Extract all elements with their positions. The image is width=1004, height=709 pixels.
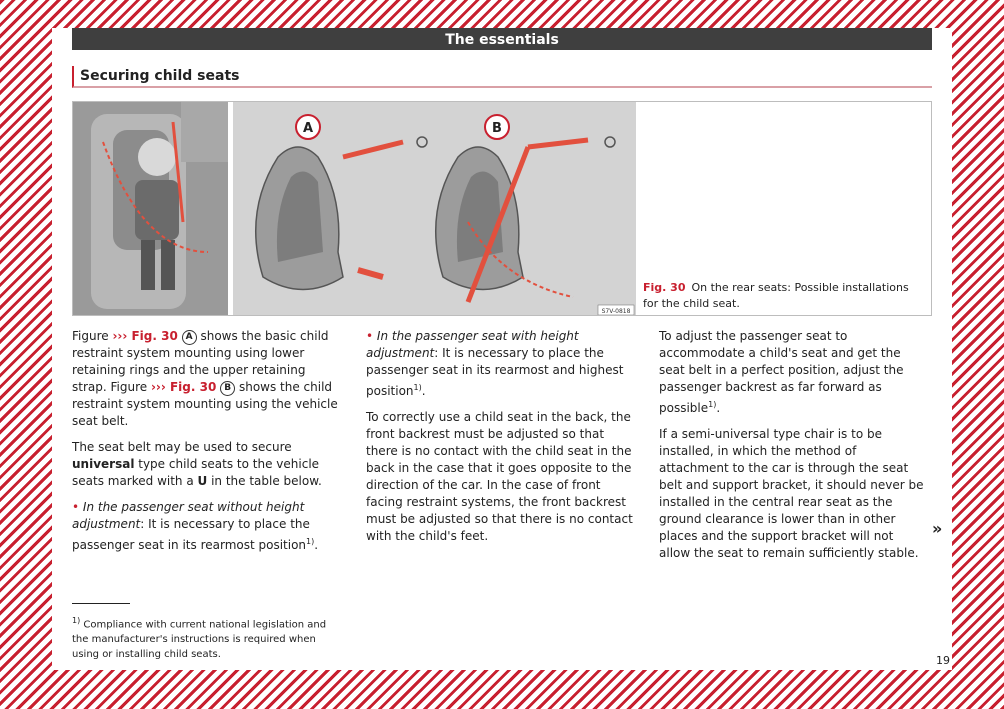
label-b-icon: B xyxy=(220,381,235,396)
figure-caption xyxy=(643,280,923,312)
footnote-marker: 1) xyxy=(708,400,717,409)
paragraph: The seat belt may be used to secure universal type child seats to the vehicle seats marked with a U in the table below. xyxy=(72,440,322,488)
footnote-marker: 1) xyxy=(72,616,81,625)
bullet-paragraph: • In the passenger seat without height adjustment: It is necessary to place the passenger seat in its rearmost position$^{1)}$. xyxy=(72,500,319,552)
chapter-title: The essentials xyxy=(445,32,559,48)
footnote-text: Compliance with current national legislation and the manufacturer's instructions is required when using or installing child seats. xyxy=(72,619,327,661)
bullet-icon: • xyxy=(72,500,80,514)
paragraph: Figure ››› Fig. 30 A shows the basic child restraint system mounting using lower retaining rings and the upper retaining strap. Figure ››› Fig. 30 B shows the child restraint system mounting using the vehicle seat belt. xyxy=(72,329,338,428)
figure-caption-text: On the rear seats: Possible installations for the child seat. xyxy=(643,281,909,310)
child-seat-illustration xyxy=(73,102,636,315)
page-number: 19 xyxy=(936,654,950,667)
figure-label-b: B xyxy=(492,121,502,136)
bullet-icon: • xyxy=(366,329,374,343)
paragraph: To adjust the passenger seat to accommodate a child's seat and get the seat belt in a perfect position, adjust the passenger backrest as far forward as possible$^{1)}$. xyxy=(659,329,904,415)
continue-icon: » xyxy=(932,519,943,538)
figure-label-a: A xyxy=(302,121,314,136)
bullet-paragraph: • In the passenger seat with height adjustment: It is necessary to place the passenger seat in its rearmost and highest position$^{1)}$. xyxy=(366,329,624,398)
paragraph: If a semi-universal type chair is to be installed, in which the method of attachment to the car is through the seat belt and support bracket, it should never be installed in the central rear seat as the ground clearance is lower than in other places and the support bracket will not allow the seat to remain sufficiently stable. xyxy=(659,427,924,560)
figure-code: S7V-0818 xyxy=(601,308,631,315)
footnote xyxy=(72,613,340,662)
figure-caption-number: Fig. 30 xyxy=(643,281,686,294)
text-column-1 xyxy=(72,328,340,563)
paragraph: To correctly use a child seat in the back, the front backrest must be adjusted so that there is no contact with the child seat in the back in the case that it goes opposite to the direction of the car. In the case of front facing restraint systems, the front backrest must be adjusted so that there is no contact with the child's feet. xyxy=(366,410,633,543)
footnote-marker: 1) xyxy=(413,383,422,392)
footnote-divider xyxy=(72,603,130,604)
footnote-marker: 1) xyxy=(306,537,315,546)
figure-link[interactable]: ››› Fig. 30 xyxy=(112,329,178,343)
figure-30 xyxy=(72,101,932,316)
manual-page xyxy=(52,28,952,670)
section-title: Securing child seats xyxy=(72,66,932,88)
label-a-icon: A xyxy=(182,330,197,345)
chapter-band xyxy=(72,28,932,50)
figure-link[interactable]: ››› Fig. 30 xyxy=(150,380,217,394)
text-column-2 xyxy=(366,328,634,554)
text-column-3 xyxy=(659,328,927,571)
